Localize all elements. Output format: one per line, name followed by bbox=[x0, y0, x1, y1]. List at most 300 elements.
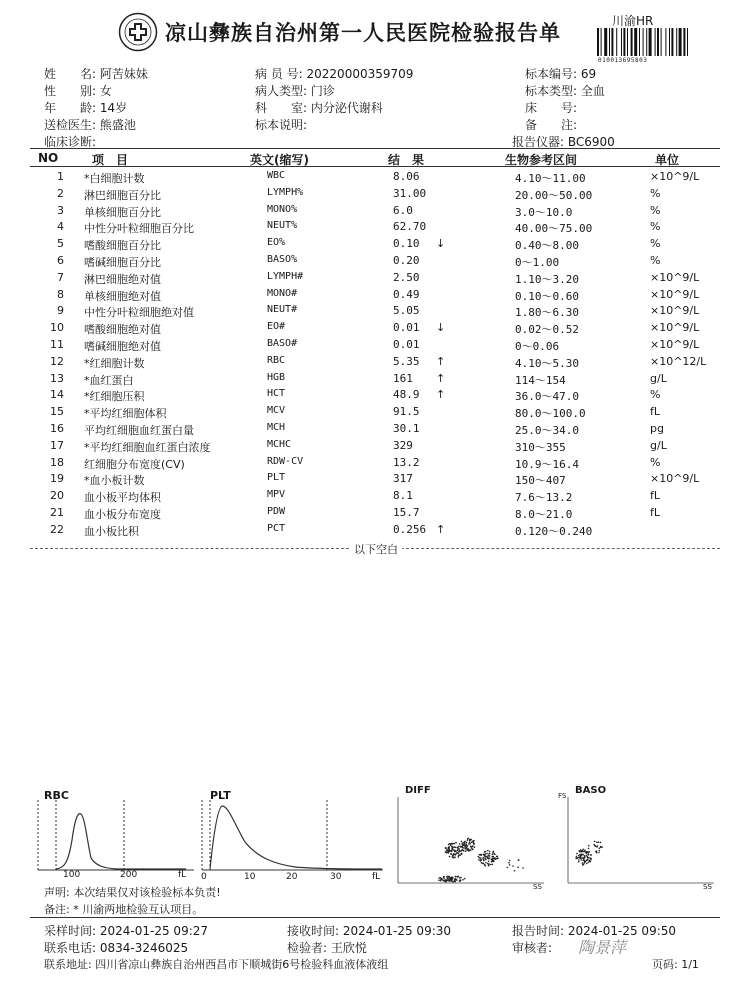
row-reference: 40.00～75.00 bbox=[515, 222, 593, 236]
scatter-point bbox=[492, 853, 494, 855]
scatter-point bbox=[473, 843, 475, 845]
scatter-point bbox=[594, 841, 596, 843]
scatter-point bbox=[465, 851, 467, 853]
scatter-point bbox=[483, 854, 485, 856]
scatter-point bbox=[600, 846, 602, 848]
scatter-point bbox=[518, 859, 520, 861]
table-row bbox=[0, 288, 750, 305]
row-unit: g/L bbox=[650, 371, 667, 385]
row-abbr: PLT bbox=[267, 472, 286, 484]
scatter-point bbox=[482, 857, 484, 859]
table-row bbox=[0, 523, 750, 540]
scatter-point bbox=[458, 876, 460, 878]
row-no: 3 bbox=[57, 203, 64, 217]
scatter-point bbox=[451, 879, 453, 881]
table-row bbox=[0, 439, 750, 456]
row-unit: fL bbox=[650, 506, 661, 519]
scatter-point bbox=[455, 850, 457, 852]
row-result: 0.10 bbox=[393, 237, 420, 251]
scatter-point bbox=[441, 878, 443, 880]
scatter-point bbox=[489, 853, 491, 855]
barcode-bar bbox=[679, 28, 682, 56]
doctor-field bbox=[44, 116, 136, 133]
receive-time-label: 接收时间: bbox=[287, 924, 340, 938]
plt-tick-20: 20 bbox=[286, 872, 298, 882]
plt-tick-30: 30 bbox=[330, 872, 342, 882]
scatter-point bbox=[509, 864, 511, 866]
rbc-chart-title: RBC bbox=[44, 789, 69, 802]
scatter-point bbox=[462, 879, 464, 881]
scatter-point bbox=[461, 853, 463, 855]
row-abbr: PDW bbox=[267, 506, 286, 517]
reviewer-signature: 陶景萍 bbox=[578, 938, 627, 957]
row-result: 31.00 bbox=[393, 186, 427, 200]
barcode-bar bbox=[616, 28, 617, 56]
row-result: 161 bbox=[393, 371, 413, 385]
row-abbr: LYMPH% bbox=[267, 186, 304, 198]
row-abbr: WBC bbox=[267, 170, 286, 181]
scatter-point bbox=[587, 854, 589, 856]
col-header-item: 项 目 bbox=[92, 153, 129, 167]
barcode-bar bbox=[683, 28, 685, 56]
row-abbr: MCH bbox=[267, 422, 286, 433]
row-reference: 36.0～47.0 bbox=[515, 390, 579, 404]
row-no: 20 bbox=[50, 489, 64, 503]
bed-field bbox=[525, 99, 577, 116]
scatter-point bbox=[576, 856, 578, 858]
scatter-point bbox=[448, 844, 450, 846]
barcode-bar bbox=[634, 28, 637, 56]
row-item-name: 嗜碱细胞百分比 bbox=[84, 256, 161, 269]
row-item-name: 中性分叶粒细胞百分比 bbox=[84, 222, 194, 236]
sample-no: 69 bbox=[580, 67, 597, 81]
scatter-point bbox=[446, 849, 448, 851]
table-row bbox=[0, 489, 750, 506]
scatter-point bbox=[485, 859, 487, 861]
scatter-point bbox=[588, 862, 590, 864]
table-row bbox=[0, 187, 750, 204]
row-flag: ↑ bbox=[436, 371, 446, 385]
instrument: BC6900 bbox=[567, 135, 615, 149]
row-item-name: 淋巴细胞百分比 bbox=[84, 188, 161, 202]
scatter-point bbox=[580, 859, 582, 861]
scatter-point bbox=[597, 845, 599, 847]
scatter-point bbox=[478, 859, 480, 861]
plt-tick-0: 0 bbox=[201, 872, 207, 882]
scatter-point bbox=[486, 853, 488, 855]
address-label: 联系地址: bbox=[44, 958, 92, 971]
scatter-point bbox=[588, 848, 590, 850]
row-item-name: 红细胞分布宽度(CV) bbox=[84, 457, 185, 471]
remark-field bbox=[525, 116, 577, 133]
address: 四川省凉山彝族自治州西昌市下顺城街6号检验科血液体液组 bbox=[95, 958, 389, 971]
row-reference: 114～154 bbox=[515, 373, 566, 387]
scatter-point bbox=[483, 860, 485, 862]
row-unit: ×10^9/L bbox=[650, 321, 700, 335]
scatter-point bbox=[487, 856, 489, 858]
scatter-point bbox=[492, 856, 494, 858]
note-text: 备注: * 川渝两地检验互认项目。 bbox=[44, 903, 204, 916]
scatter-point bbox=[461, 841, 463, 843]
row-unit: % bbox=[650, 254, 661, 267]
phone-number: 0834-3246025 bbox=[99, 941, 189, 955]
row-no: 22 bbox=[50, 522, 64, 536]
baso-y-label: FS bbox=[558, 792, 567, 800]
scatter-point bbox=[451, 851, 453, 853]
row-no: 21 bbox=[50, 506, 64, 519]
rbc-tick-fl: fL bbox=[178, 870, 187, 880]
scatter-point bbox=[447, 877, 449, 879]
sample-type: 全血 bbox=[580, 84, 605, 98]
row-result: 48.9 bbox=[393, 388, 420, 402]
barcode-bar bbox=[665, 28, 666, 56]
scatter-point bbox=[485, 862, 487, 864]
scatter-point bbox=[467, 848, 469, 850]
table-row bbox=[0, 254, 750, 271]
patient-type-label: 病人类型: bbox=[255, 84, 308, 98]
row-no: 12 bbox=[50, 354, 64, 368]
scatter-point bbox=[578, 850, 580, 852]
scatter-point bbox=[465, 844, 467, 846]
scatter-point bbox=[453, 843, 455, 845]
scatter-point bbox=[508, 862, 510, 864]
scatter-point bbox=[485, 853, 487, 855]
report-time-label: 报告时间: bbox=[512, 924, 565, 938]
scatter-point bbox=[586, 851, 588, 853]
row-abbr: RDW-CV bbox=[267, 455, 304, 467]
scatter-point bbox=[491, 858, 493, 860]
phone-label: 联系电话: bbox=[44, 941, 97, 955]
page-field bbox=[652, 956, 699, 972]
row-abbr: MPV bbox=[267, 489, 286, 501]
scatter-point bbox=[588, 845, 590, 847]
row-reference: 0～1.00 bbox=[515, 256, 560, 269]
scatter-point bbox=[595, 851, 597, 853]
tester-field bbox=[287, 939, 367, 956]
row-unit: fL bbox=[650, 489, 661, 503]
patient-age-field bbox=[44, 99, 127, 116]
row-result: 6.0 bbox=[393, 203, 413, 217]
row-flag: ↑ bbox=[436, 522, 446, 536]
row-result: 8.1 bbox=[393, 489, 413, 503]
patient-sex-label: 性 别: bbox=[44, 84, 97, 98]
row-item-name: 单核细胞绝对值 bbox=[84, 289, 161, 303]
scatter-point bbox=[443, 876, 445, 878]
scatter-point bbox=[489, 855, 491, 857]
bed-label: 床 号: bbox=[525, 101, 578, 115]
row-no: 1 bbox=[57, 170, 64, 183]
row-result: 2.50 bbox=[393, 270, 420, 284]
scatter-point bbox=[451, 849, 453, 851]
row-item-name: 嗜碱细胞绝对值 bbox=[84, 340, 161, 353]
row-abbr: MONO% bbox=[267, 203, 298, 215]
table-row bbox=[0, 204, 750, 221]
scatter-point bbox=[493, 860, 495, 862]
row-abbr: HCT bbox=[267, 388, 286, 400]
row-unit: % bbox=[650, 203, 661, 217]
scatter-point bbox=[458, 846, 460, 848]
plt-chart-title: PLT bbox=[210, 789, 231, 802]
scatter-point bbox=[522, 867, 524, 869]
row-abbr: EO% bbox=[267, 237, 286, 249]
table-row bbox=[0, 456, 750, 473]
scatter-point bbox=[479, 857, 481, 859]
doctor-label: 送检医生: bbox=[44, 118, 97, 132]
table-row bbox=[0, 372, 750, 389]
table-row bbox=[0, 271, 750, 288]
barcode-bar bbox=[687, 28, 688, 56]
row-item-name: 嗜酸细胞百分比 bbox=[84, 239, 161, 253]
table-row bbox=[0, 506, 750, 523]
department-label: 科 室: bbox=[255, 101, 308, 115]
row-no: 17 bbox=[50, 438, 64, 452]
scatter-point bbox=[464, 843, 466, 845]
scatter-point bbox=[471, 842, 473, 844]
barcode-bar bbox=[639, 28, 640, 56]
scatter-point bbox=[584, 861, 586, 863]
row-abbr: LYMPH# bbox=[267, 270, 304, 282]
row-reference: 0.40～8.00 bbox=[515, 239, 579, 253]
scatter-point bbox=[480, 854, 482, 856]
scatter-point bbox=[445, 880, 447, 882]
row-item-name: 单核细胞百分比 bbox=[84, 205, 161, 219]
sample-time-label: 采样时间: bbox=[44, 924, 97, 938]
barcode-bar bbox=[631, 28, 633, 56]
scatter-point bbox=[487, 850, 489, 852]
table-row bbox=[0, 472, 750, 489]
patient-name: 阿苦妹妹 bbox=[99, 67, 148, 81]
footer-divider bbox=[30, 917, 720, 918]
row-no: 2 bbox=[57, 186, 64, 200]
table-row bbox=[0, 237, 750, 254]
diff-x-label: SS bbox=[533, 883, 542, 891]
scatter-point bbox=[514, 870, 516, 872]
barcode-bar bbox=[661, 28, 662, 56]
patient-type-field bbox=[255, 82, 335, 99]
address-field bbox=[44, 956, 388, 972]
scatter-point bbox=[593, 844, 595, 846]
phone-field bbox=[44, 939, 188, 956]
row-reference: 3.0～10.0 bbox=[515, 205, 573, 219]
row-result: 0.01 bbox=[393, 338, 420, 351]
sample-note-field bbox=[255, 116, 307, 133]
hospital-logo-icon bbox=[118, 12, 158, 52]
scatter-point bbox=[451, 848, 453, 850]
baso-x-label: SS bbox=[703, 883, 712, 891]
row-unit: pg bbox=[650, 422, 664, 435]
row-result: 0.01 bbox=[393, 321, 420, 335]
barcode-bar bbox=[646, 28, 647, 56]
scatter-point bbox=[492, 852, 494, 854]
department: 内分泌代谢科 bbox=[310, 101, 383, 115]
barcode-bar bbox=[601, 28, 602, 56]
row-item-name: *红细胞压积 bbox=[84, 390, 145, 404]
patient-type: 门诊 bbox=[310, 84, 335, 98]
row-unit: ×10^9/L bbox=[650, 270, 700, 284]
scatter-point bbox=[576, 853, 578, 855]
row-abbr: MCV bbox=[267, 405, 286, 417]
row-abbr: PCT bbox=[267, 522, 286, 534]
scatter-point bbox=[472, 846, 474, 848]
patient-name-label: 姓 名: bbox=[44, 67, 97, 81]
rbc-tick-100: 100 bbox=[63, 870, 81, 880]
row-result: 62.70 bbox=[393, 220, 427, 234]
scatter-point bbox=[462, 846, 464, 848]
scatter-point bbox=[455, 853, 457, 855]
sample-type-field bbox=[525, 82, 605, 99]
instrument-label: 报告仪器: bbox=[512, 135, 565, 149]
patient-sex: 女 bbox=[99, 84, 112, 98]
scatter-point bbox=[586, 863, 588, 865]
scatter-point bbox=[460, 850, 462, 852]
scatter-point bbox=[495, 858, 497, 860]
scatter-point bbox=[595, 845, 597, 847]
row-item-name: 血小板分布宽度 bbox=[84, 508, 161, 521]
scatter-point bbox=[457, 850, 459, 852]
col-header-no: NO bbox=[38, 151, 59, 165]
scatter-point bbox=[485, 855, 487, 857]
table-header-divider bbox=[30, 166, 720, 167]
scatter-point bbox=[584, 856, 586, 858]
scatter-point bbox=[448, 846, 450, 848]
scatter-point bbox=[596, 842, 598, 844]
scatter-point bbox=[470, 846, 472, 848]
scatter-point bbox=[464, 878, 466, 880]
sample-type-label: 标本类型: bbox=[525, 84, 578, 98]
barcode-bar bbox=[623, 28, 625, 56]
scatter-point bbox=[450, 878, 452, 880]
row-unit: ×10^9/L bbox=[650, 304, 700, 318]
scatter-point bbox=[448, 851, 450, 853]
scatter-point bbox=[460, 846, 462, 848]
table-row bbox=[0, 405, 750, 422]
scatter-point bbox=[582, 854, 584, 856]
row-item-name: *血小板计数 bbox=[84, 474, 145, 488]
patient-name-field bbox=[44, 65, 148, 82]
row-unit: ×10^9/L bbox=[650, 170, 700, 183]
row-unit: % bbox=[650, 186, 661, 200]
scatter-point bbox=[468, 843, 470, 845]
sample-time-field bbox=[44, 922, 208, 939]
row-no: 10 bbox=[50, 321, 64, 335]
row-unit: % bbox=[650, 388, 661, 402]
row-reference: 7.6～13.2 bbox=[515, 491, 573, 505]
receive-time: 2024-01-25 09:30 bbox=[342, 924, 452, 938]
scatter-point bbox=[460, 877, 462, 879]
row-no: 16 bbox=[50, 422, 64, 435]
department-field bbox=[255, 99, 383, 116]
row-reference: 25.0～34.0 bbox=[515, 424, 579, 437]
row-unit: ×10^9/L bbox=[650, 472, 700, 486]
patient-id-field bbox=[255, 65, 413, 82]
header-divider bbox=[30, 148, 720, 149]
tester-name: 王欣悦 bbox=[330, 941, 367, 955]
scatter-point bbox=[451, 854, 453, 856]
scatter-point bbox=[497, 856, 499, 858]
row-abbr: HGB bbox=[267, 371, 286, 383]
hr-code: 川渝HR bbox=[612, 14, 654, 28]
scatter-point bbox=[445, 847, 447, 849]
scatter-point bbox=[509, 860, 511, 862]
row-item-name: 血小板平均体积 bbox=[84, 491, 161, 505]
scatter-point bbox=[489, 851, 491, 853]
row-result: 329 bbox=[393, 438, 413, 452]
baso-scatterplot bbox=[566, 795, 716, 887]
row-no: 13 bbox=[50, 371, 64, 385]
barcode-bar bbox=[597, 28, 599, 56]
scatter-point bbox=[467, 839, 469, 841]
scatter-point bbox=[455, 876, 457, 878]
barcode-bar bbox=[627, 28, 628, 56]
row-abbr: RBC bbox=[267, 354, 286, 366]
row-reference: 0.120～0.240 bbox=[515, 524, 593, 538]
row-reference: 310～355 bbox=[515, 440, 566, 454]
row-result: 30.1 bbox=[393, 422, 420, 435]
row-flag: ↑ bbox=[436, 354, 446, 368]
scatter-point bbox=[447, 848, 449, 850]
scatter-point bbox=[463, 845, 465, 847]
page-number: 1/1 bbox=[681, 958, 699, 971]
barcode-number: 010013695803 bbox=[598, 57, 648, 64]
scatter-point bbox=[471, 847, 473, 849]
row-flag: ↓ bbox=[436, 321, 446, 335]
row-item-name: 中性分叶粒细胞绝对值 bbox=[84, 306, 194, 320]
scatter-point bbox=[459, 880, 461, 882]
scatter-point bbox=[600, 842, 602, 844]
table-row bbox=[0, 422, 750, 439]
rbc-histogram bbox=[36, 800, 196, 880]
scatter-point bbox=[484, 865, 486, 867]
scatter-point bbox=[583, 857, 585, 859]
row-result: 0.256 bbox=[393, 522, 427, 536]
scatter-point bbox=[586, 859, 588, 861]
scatter-point bbox=[481, 862, 483, 864]
row-result: 317 bbox=[393, 472, 413, 486]
scatter-point bbox=[590, 854, 592, 856]
scatter-point bbox=[445, 851, 447, 853]
row-result: 91.5 bbox=[393, 405, 420, 419]
row-item-name: 嗜酸细胞绝对值 bbox=[84, 323, 161, 337]
scatter-point bbox=[455, 842, 457, 844]
barcode-bar bbox=[671, 28, 673, 56]
diff-scatterplot bbox=[396, 795, 546, 887]
row-abbr: MCHC bbox=[267, 438, 292, 450]
patient-sex-field bbox=[44, 82, 112, 99]
scatter-point bbox=[598, 852, 600, 854]
row-abbr: BASO% bbox=[267, 254, 298, 265]
sample-note-label: 标本说明: bbox=[255, 118, 308, 132]
plt-tick-fl: fL bbox=[372, 872, 381, 882]
scatter-point bbox=[578, 859, 580, 861]
row-item-name: *血红蛋白 bbox=[84, 373, 134, 387]
table-row bbox=[0, 338, 750, 355]
row-item-name: 淋巴细胞绝对值 bbox=[84, 272, 161, 286]
barcode-bar bbox=[604, 28, 607, 56]
patient-age-label: 年 龄: bbox=[44, 101, 97, 115]
scatter-point bbox=[587, 857, 589, 859]
page-label: 页码: bbox=[652, 958, 678, 971]
scatter-point bbox=[450, 844, 452, 846]
scatter-point bbox=[589, 861, 591, 863]
scatter-point bbox=[576, 857, 578, 859]
row-result: 0.49 bbox=[393, 287, 420, 301]
scatter-point bbox=[490, 864, 492, 866]
table-row bbox=[0, 388, 750, 405]
rbc-tick-200: 200 bbox=[120, 870, 138, 880]
scatter-point bbox=[493, 853, 495, 855]
scatter-point bbox=[470, 849, 472, 851]
table-row bbox=[0, 220, 750, 237]
